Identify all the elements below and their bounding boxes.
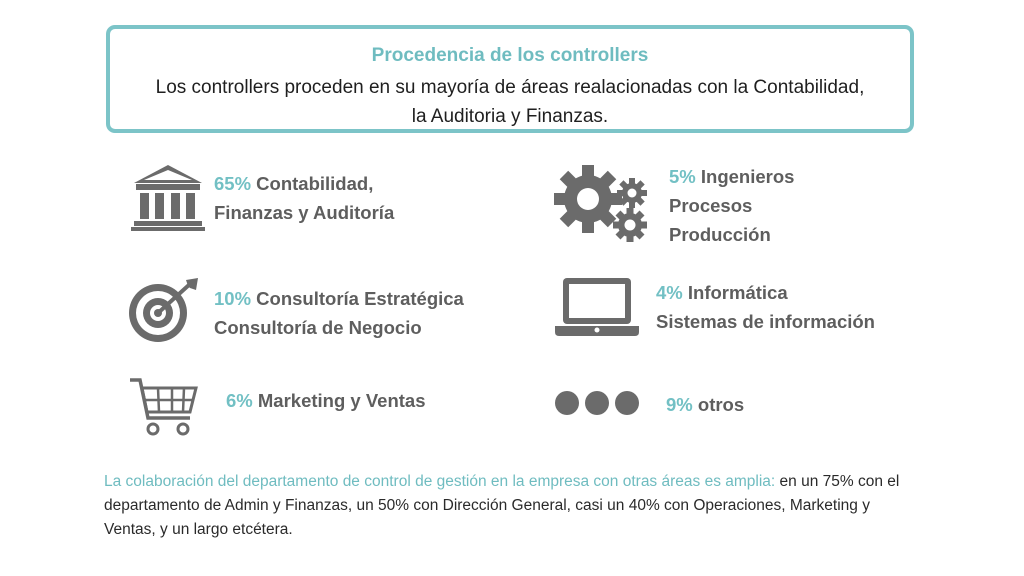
item-label: Contabilidad, xyxy=(256,173,374,194)
item-otros xyxy=(666,390,744,419)
item-label: Marketing y Ventas xyxy=(257,390,426,411)
item-label: Consultoría Estratégica xyxy=(256,288,464,309)
item-informatica xyxy=(656,278,875,336)
intro-box xyxy=(106,25,914,133)
item-percent: 10% xyxy=(214,288,252,309)
item-marketing xyxy=(226,386,425,415)
intro-text: Los controllers proceden en su mayoría de áreas realacionadas con la Contabilidad, la Auditoria y Finanzas. xyxy=(155,77,865,127)
item-percent: 5% xyxy=(669,166,696,187)
item-label: Finanzas y Auditoría xyxy=(214,202,395,223)
item-label: Procesos xyxy=(669,195,753,216)
footer-text: en un 75% con el departamento de Admin y Finanzas, un 50% con Dirección General, casi un 40% con Operaciones, Marketing y Ventas, y un largo etcétera. xyxy=(104,473,900,538)
ellipsis-icon xyxy=(554,390,640,416)
item-label: Informática xyxy=(687,282,788,303)
item-label: Sistemas de información xyxy=(656,311,875,332)
item-percent: 9% xyxy=(666,394,693,415)
target-icon xyxy=(128,276,200,344)
item-label: Producción xyxy=(669,224,771,245)
item-ingenieros xyxy=(669,162,794,249)
item-label: otros xyxy=(697,394,745,415)
item-contabilidad xyxy=(214,169,394,227)
section-title: Procedencia de los controllers xyxy=(371,45,649,66)
item-percent: 65% xyxy=(214,173,252,194)
footer-highlight: La colaboración del departamento de control de gestión en la empresa con otras áreas es amplia: xyxy=(104,473,776,490)
gears-icon xyxy=(554,161,654,245)
bank-icon xyxy=(130,163,206,231)
item-percent: 4% xyxy=(656,282,683,303)
item-label: Ingenieros xyxy=(700,166,795,187)
laptop-icon xyxy=(554,276,640,338)
item-consultoria xyxy=(214,284,464,342)
footer-paragraph xyxy=(104,470,924,542)
shopping-cart-icon xyxy=(128,376,200,438)
item-label: Consultoría de Negocio xyxy=(214,317,422,338)
item-percent: 6% xyxy=(226,390,253,411)
